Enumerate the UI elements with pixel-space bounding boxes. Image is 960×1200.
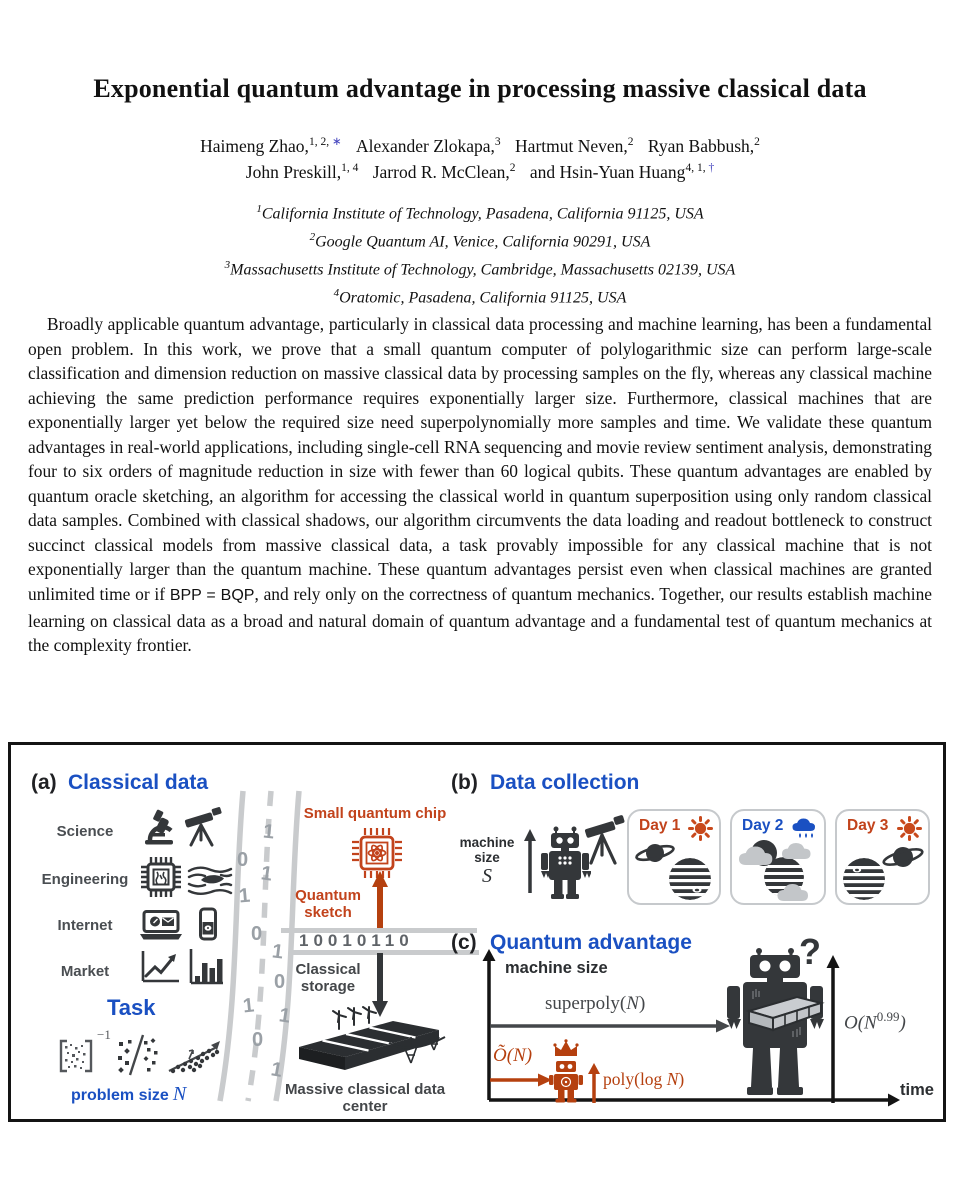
- planets-icon: [633, 841, 719, 903]
- abstract: Broadly applicable quantum advantage, particularly in classical data processing and machine learning, has been a fundamental open problem. In this work, we prove that a small quantum computer of polylogarithmic size can perform large-scale classification and dimension reduction on massive classical data by processing samples on the fly, whereas any classical machine achieving the same prediction performance requires exponentially larger size. Furthermore, classical machines that are exponentially larger yet below the required size need superpolynomially more samples and time. We validate these quantum advantages in real-world applications, including single-cell RNA sequencing and movie review sentiment analysis, demonstrating four to six orders of magnitude reduction in size with fewer than 60 logical qubits. These quantum advantages are enabled by quantum oracle sketching, an algorithm for accessing the classical world in quantum superposition using only random classical data samples. Combined with classical shadows, our algorithm circumvents the data loading and readout bottleneck to construct succinct classical models from massive classical data, a task provably impossible for any classical machine that is not exponentially larger than the quantum machine. These quantum advantages persist even when classical machines are granted unlimited time or if BPP = BQP, and rely only on the correctness of quantum mechanics. Together, our results establish machine learning on classical data as a broad and natural domain of quantum advantage and a fundamental test of quantum mechanics at the complexity frontier.: [28, 314, 932, 656]
- day-card-1: [627, 809, 721, 905]
- affiliation: $^3$Massachusetts Institute of Technology, Cambridge, Massachusetts 02139, USA: [224, 258, 736, 279]
- superpoly-label: superpoly(N): [545, 993, 646, 1014]
- day-label: Day 2: [742, 817, 784, 834]
- y-axis-label: machine size: [505, 959, 608, 977]
- machine-size-arrow: [523, 829, 537, 895]
- sun-icon: [897, 816, 922, 841]
- author: Jarrod R. McClean,$^2$: [372, 162, 516, 182]
- panel-c-title: Quantum advantage: [490, 931, 692, 954]
- affiliations: [0, 198, 960, 310]
- classical-size-label: $O(N^{0.99})$: [844, 1009, 906, 1034]
- quantum-size-label: Õ(N): [493, 1045, 533, 1066]
- category-internet: Internet: [57, 917, 113, 934]
- stream-digit: 0: [252, 1029, 264, 1051]
- superpoly-arrow: [490, 1019, 730, 1033]
- stream-digit: 1: [270, 940, 285, 964]
- figure-1: [8, 742, 946, 1122]
- quantum-sketch-arrow-up: [371, 871, 389, 935]
- author: John Preskill,$^{1, 4}$: [245, 162, 359, 182]
- stream-digit: 1: [277, 1004, 292, 1028]
- stream-digit: 1: [269, 1058, 285, 1082]
- telescope-icon: [583, 813, 627, 867]
- author-line-1: [0, 136, 960, 157]
- day-label: Day 3: [847, 817, 889, 834]
- complexity-classes: BPP = BQP: [169, 587, 255, 605]
- stream-digit: 1: [261, 820, 276, 844]
- task-title: Task: [107, 995, 156, 1020]
- crown-icon: [553, 1039, 579, 1057]
- panel-a-label: (a): [31, 771, 57, 794]
- laptop-icon: [137, 909, 185, 941]
- matrix-inverse-icon: [55, 1033, 97, 1077]
- poly-label: poly(log N): [603, 1069, 685, 1089]
- stream-digit: 1: [241, 994, 256, 1018]
- page-title: Exponential quantum advantage in processing massive classical data: [93, 74, 867, 103]
- problem-size-label: problem size N: [71, 1083, 187, 1105]
- machine-size-label: machine size: [459, 835, 515, 865]
- day-card-3: [835, 809, 930, 905]
- author-line-2: [0, 162, 960, 183]
- author: Alexander Zlokapa,$^3$: [355, 136, 501, 156]
- microscope-icon: [141, 809, 179, 849]
- matrix-exponent: −1: [97, 1027, 111, 1042]
- quantum-robot-icon: [549, 1058, 583, 1103]
- rain-cloud-icon: [791, 816, 818, 841]
- category-engineering: Engineering: [41, 871, 129, 888]
- stream-digit: 0: [251, 923, 263, 945]
- panel-c-label: (c): [451, 931, 477, 954]
- machine-size-symbol: S: [482, 865, 492, 887]
- poly-arrow: [587, 1063, 601, 1103]
- x-axis-label: time: [900, 1081, 934, 1099]
- classification-scatter-icon: [113, 1033, 161, 1077]
- author: Ryan Babbush,$^2$: [647, 136, 760, 156]
- sun-icon: [688, 816, 713, 841]
- panel-a-title: Classical data: [68, 771, 209, 794]
- data-center-label: Massive classical data center: [284, 1081, 446, 1115]
- stream-digit: 1: [238, 884, 252, 908]
- quantum-sketch-label: Quantum sketch: [295, 887, 361, 921]
- planets-icon: [841, 839, 928, 903]
- stream-digit: 0: [237, 849, 249, 871]
- author: and Hsin-Yuan Huang$^{4, 1,}$ †: [529, 162, 715, 182]
- stream-digit: 0: [274, 971, 286, 993]
- question-mark: ?: [799, 931, 821, 972]
- panel-b-title: Data collection: [490, 771, 640, 794]
- quantum-chip-label: Small quantum chip: [303, 805, 447, 822]
- panel-b-label: (b): [451, 771, 478, 794]
- stream-digit: 1: [259, 862, 274, 886]
- quantum-arrow: [490, 1073, 552, 1087]
- data-center-icon: [293, 1005, 447, 1079]
- day-card-2: [730, 809, 826, 905]
- category-science: Science: [56, 823, 114, 840]
- classical-size-arrow: [825, 955, 841, 1103]
- affiliation: $^1$California Institute of Technology, Pasadena, California 91125, USA: [256, 203, 704, 223]
- cloudy-planets-icon: [736, 839, 824, 903]
- chip-icon: [139, 855, 183, 899]
- day-label: Day 1: [639, 817, 681, 834]
- affiliation: $^2$Google Quantum AI, Venice, California 90291, USA: [309, 230, 651, 251]
- author: Haimeng Zhao,$^{1, 2,}$ ∗: [200, 136, 342, 156]
- affiliation: $^4$Oratomic, Pasadena, California 91125, USA: [333, 286, 627, 307]
- author: Hartmut Neven,$^2$: [515, 136, 634, 156]
- binary-string: 10010110: [299, 931, 414, 950]
- category-market: Market: [60, 963, 110, 980]
- classical-storage-label: Classical storage: [295, 961, 361, 995]
- line-chart-icon: [139, 949, 181, 987]
